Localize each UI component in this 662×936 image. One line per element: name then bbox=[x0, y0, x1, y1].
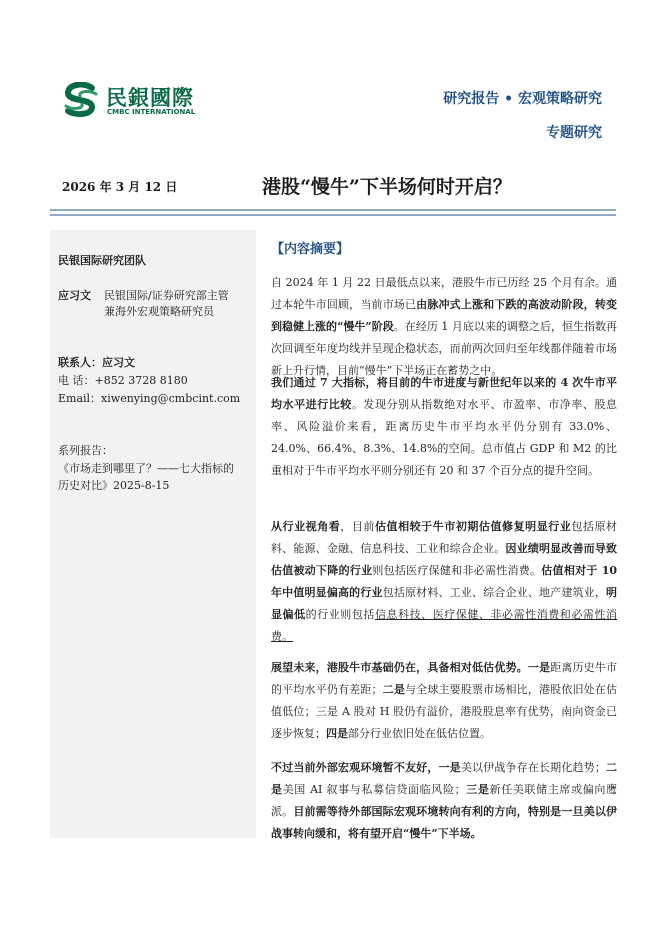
series-report-title-line1: 《市场走到哪里了？——七大指标的 bbox=[58, 462, 234, 475]
contact-label: 联系人：应习文 bbox=[58, 356, 135, 369]
report-subtype: 专题研究 bbox=[546, 125, 602, 141]
body-text: 信息科技、医疗保健、非必需性消费和必需性消费。 bbox=[271, 608, 618, 643]
cmbc-logo-icon bbox=[62, 82, 100, 118]
body-text: 则包括医疗保健和非必需性消费。 bbox=[372, 564, 542, 577]
analyst-title-line2: 兼海外宏观策略研究员 bbox=[104, 305, 214, 318]
body-text: 新任美联储主席或偏向鹰派。 bbox=[271, 783, 618, 818]
emphasized-text: 估值相较于牛市初期估值修复明显行业 bbox=[374, 520, 572, 533]
body-text: 包括原材料、工业、综合企业、地产建筑业， bbox=[382, 586, 607, 599]
emphasized-text: 由脉冲式上涨和下跌的高波动阶段，转变到稳健上涨的“慢牛”阶段 bbox=[271, 298, 618, 333]
body-text: 的行业则包括 bbox=[305, 608, 375, 621]
series-report-title-line2: 历史对比》2025-8-15 bbox=[58, 479, 170, 492]
summary-paragraph-1 bbox=[271, 272, 617, 382]
report-date: 2026 年 3 月 12 日 bbox=[62, 180, 178, 194]
report-type: 研究报告 • 宏观策略研究 bbox=[443, 91, 602, 107]
summary-paragraph-2 bbox=[271, 372, 617, 482]
body-text: ，目前 bbox=[340, 520, 375, 533]
body-text: 自 2024 年 1 月 22 日最低点以来，港股牛市已历经 25 个月有余。通过本轮牛市回顾，当前市场已 bbox=[271, 276, 617, 311]
body-text: 包括原材料、能源、金融、信息科技、工业和综合企业。 bbox=[271, 520, 618, 555]
emphasized-text: 三是 bbox=[465, 783, 490, 796]
emphasized-text: 因业绩明显改善而导致估值被动下降的行业 bbox=[271, 542, 617, 577]
company-logo bbox=[62, 80, 212, 124]
research-team-label: 民银国际研究团队 bbox=[58, 254, 146, 267]
body-text: 部分行业依旧处在低估位置。 bbox=[348, 727, 491, 740]
logo-english-name: CMBC INTERNATIONAL bbox=[107, 108, 196, 116]
summary-paragraph-4 bbox=[271, 657, 617, 745]
body-text: 距离历史牛市的平均水平仍有差距； bbox=[271, 661, 618, 696]
report-title: 港股“慢牛”下半场何时开启？ bbox=[262, 176, 512, 198]
emphasized-text: 明显偏低 bbox=[271, 586, 618, 621]
emphasized-text: 四是 bbox=[326, 727, 348, 740]
emphasized-text: 目前需等待外部国际宏观环境转向有利的方向，特别是一旦美以伊战事转向缓和，将有望开启“慢牛”下半场。 bbox=[271, 805, 618, 840]
contact-phone: 电 话：+852 3728 8180 bbox=[58, 374, 188, 387]
header-divider-bottom bbox=[50, 214, 616, 216]
emphasized-text: 不过当前外部宏观环境暂不友好，一是 bbox=[271, 761, 461, 774]
emphasized-text: 估值相对于 10 年中值明显偏高的行业 bbox=[271, 564, 618, 599]
series-report-label: 系列报告： bbox=[58, 444, 113, 457]
body-text: 。在经历 1 月底以来的调整之后，恒生指数再次回调至年度均线并呈现企稳状态，而前两次回归至年线都伴随着市场新上升行情，目前“慢牛”下半场正在蓄势之中。 bbox=[271, 320, 618, 377]
body-text: 。发现分别从指数绝对水平、市盈率、市净率、股息率、风险溢价来看，距离历史牛市平均水平仍分别有 33.0%、24.0%、66.4%、8.3%、14.8%的空间。总市值占 GDP 和 M2 的比重相对于牛市平均水平则分别还有 20 和 37 个百分点的提升空间。 bbox=[271, 398, 618, 477]
emphasized-text: 二是 bbox=[382, 683, 405, 696]
body-text: 美国 AI 叙事与私募信贷面临风险； bbox=[282, 783, 466, 796]
analyst-name: 应习文 bbox=[58, 289, 91, 302]
contact-email[interactable]: Email：xiwenying@cmbcint.com bbox=[58, 392, 241, 405]
header-divider-top bbox=[50, 209, 616, 211]
summary-paragraph-3 bbox=[271, 516, 617, 648]
sidebar-panel bbox=[50, 230, 256, 838]
body-text: 与全球主要股票市场相比，港股依旧处在估值低位；三是 A 股对 H 股仍有溢价，港股股息率有优势，南向资金已逐步恢复； bbox=[271, 683, 617, 740]
emphasized-text: 我们通过 7 大指标，将目前的牛市进度与新世纪年以来的 4 次牛市平均水平进行比较 bbox=[271, 376, 617, 411]
emphasized-text: 从行业视角看 bbox=[271, 520, 341, 533]
summary-heading: 【内容摘要】 bbox=[271, 242, 350, 257]
emphasized-text: 展望未来，港股牛市基础仍在，具备相对低估优势。一是 bbox=[271, 661, 551, 674]
logo-chinese-name: 民銀國際 bbox=[106, 86, 194, 110]
analyst-title-line1: 民银国际/证券研究部主管 bbox=[104, 289, 229, 302]
body-text: 美以伊战争存在长期化趋势； bbox=[460, 761, 606, 774]
summary-paragraph-5 bbox=[271, 757, 617, 845]
emphasized-text: 二是 bbox=[271, 761, 618, 796]
